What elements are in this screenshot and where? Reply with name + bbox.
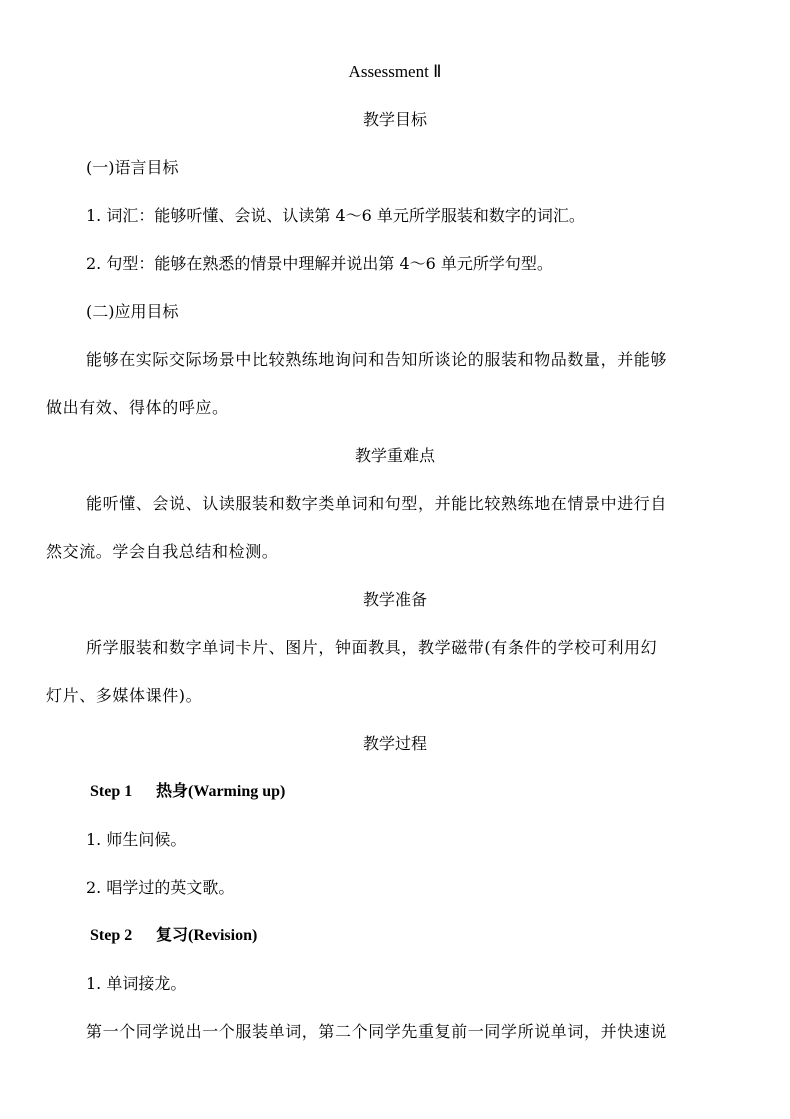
difficulty-paragraph-line-1: 能听懂、会说、认读服装和数字类单词和句型，并能比较熟练地在情景中进行自	[86, 494, 668, 513]
step-2-heading	[90, 926, 750, 946]
step-2-item-1: 1. 单词接龙。	[86, 974, 187, 993]
lang-goal-item-1: 1. 词汇：能够听懂、会说、认读第 4～6 单元所学服装和数字的词汇。	[86, 206, 585, 225]
prep-paragraph-line-2: 灯片、多媒体课件)。	[46, 686, 203, 705]
step-1-title: 热身(Warming up)	[156, 783, 286, 800]
step-1-heading	[90, 782, 750, 802]
lang-goal-heading: (一)语言目标	[86, 158, 179, 177]
step-2-paragraph-line-1: 第一个同学说出一个服装单词，第二个同学先重复前一同学所说单词，并快速说	[86, 1022, 668, 1041]
app-goal-paragraph-line-2: 做出有效、得体的呼应。	[46, 398, 229, 417]
prep-heading: 教学准备	[362, 590, 427, 609]
step-1-label: Step 1	[90, 783, 133, 800]
step-1-item-1: 1. 师生问候。	[86, 830, 187, 849]
step-1-item-2: 2. 唱学过的英文歌。	[86, 878, 235, 897]
lang-goal-item-2: 2. 句型：能够在熟悉的情景中理解并说出第 4～6 单元所学句型。	[86, 254, 553, 273]
process-heading: 教学过程	[362, 734, 427, 753]
step-2-label: Step 2	[90, 927, 133, 944]
goals-heading: 教学目标	[362, 110, 427, 129]
prep-paragraph-line-1: 所学服装和数字单词卡片、图片，钟面教具，教学磁带(有条件的学校可利用幻	[86, 638, 658, 657]
step-2-title: 复习(Revision)	[156, 927, 258, 944]
difficulty-heading: 教学重难点	[354, 446, 435, 465]
app-goal-heading: (二)应用目标	[86, 302, 179, 321]
app-goal-paragraph-line-1: 能够在实际交际场景中比较熟练地询问和告知所谈论的服装和物品数量，并能够	[86, 350, 668, 369]
document-title: Assessment Ⅱ	[348, 62, 442, 81]
difficulty-paragraph-line-2: 然交流。学会自我总结和检测。	[46, 542, 279, 561]
